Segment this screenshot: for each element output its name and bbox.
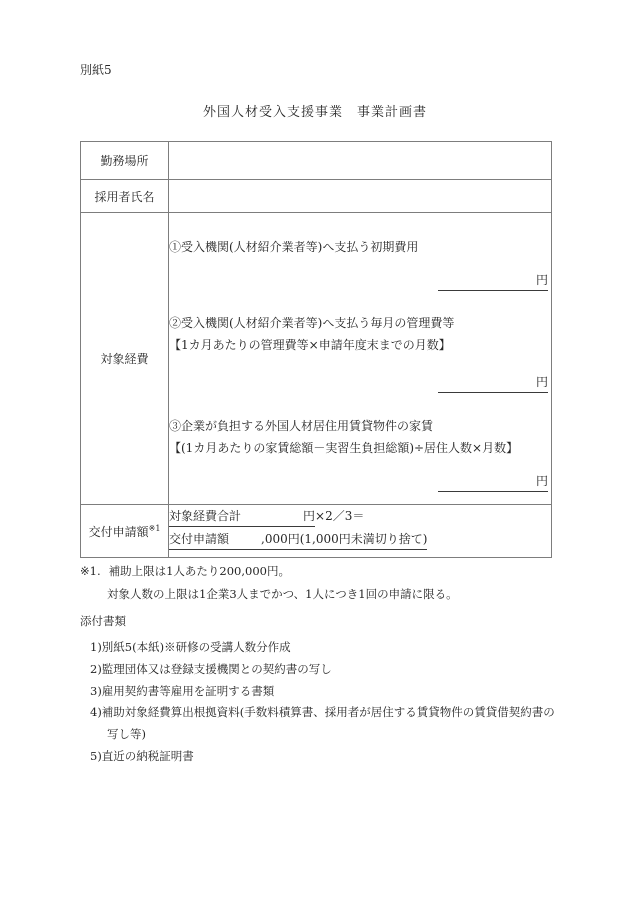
attachments-list [90, 637, 562, 768]
expense-item1-amount-row [169, 272, 548, 291]
expense-item3-formula: 【(1カ月あたりの家賃総額－実習生負担総額)÷居住人数×月数】 [169, 441, 519, 455]
business-plan-form-table [80, 141, 552, 558]
hiree-name-label: 採用者氏名 [81, 180, 169, 213]
appendix-number-label: 別紙5 [80, 63, 112, 77]
target-expenses-row [81, 213, 552, 505]
grant-request-amount-suffix: ,000円(1,000円未満切り捨て) [261, 532, 428, 546]
expense-item2-yen-unit: 円 [535, 375, 548, 389]
expense-item3-heading: ③企業が負担する外国人材居住用賃貸物件の家賃 [169, 419, 434, 433]
workplace-row [81, 142, 552, 180]
workplace-label: 勤務場所 [81, 142, 169, 180]
grant-total-expenses-label: 対象経費合計 [169, 509, 242, 523]
hiree-name-row [81, 180, 552, 213]
footnote-marker: ※1. [80, 564, 101, 578]
grant-amount-label-text: 交付申請額 [88, 524, 149, 539]
expense-item1-amount-blank[interactable] [438, 283, 534, 284]
expense-item1-heading: ①受入機関(人材紹介業者等)へ支払う初期費用 [169, 240, 419, 254]
attachments-section [80, 611, 562, 768]
attachments-heading: 添付書類 [80, 614, 126, 628]
grant-request-amount-label: 交付申請額 [169, 532, 230, 546]
expense-item2-formula: 【1カ月あたりの管理費等×申請年度末までの月数】 [169, 338, 451, 352]
footnote-line-1 [80, 560, 458, 583]
expense-item3-amount-row [169, 473, 548, 492]
hiree-name-value-cell[interactable] [169, 180, 552, 213]
expense-item3-yen-unit: 円 [535, 474, 548, 488]
grant-amount-content-cell [169, 505, 552, 558]
expense-item2-heading: ②受入機関(人材紹介業者等)へ支払う毎月の管理費等 [169, 316, 455, 330]
attachment-item: 1)別紙5(本紙)※研修の受講人数分作成 [90, 640, 291, 654]
expense-item2-amount-blank[interactable] [438, 385, 534, 386]
grant-request-amount-line [169, 528, 551, 551]
document-title: 外国人材受入支援事業 事業計画書 [202, 105, 427, 120]
target-expenses-content-cell [169, 213, 552, 505]
grant-amount-label [81, 505, 169, 558]
expense-item2-amount-row [169, 374, 548, 393]
footnote-block [80, 560, 458, 606]
attachment-item: 5)直近の納税証明書 [90, 748, 194, 763]
grant-calculation-suffix: ×2／3＝ [315, 509, 365, 523]
grant-total-yen-unit: 円 [303, 509, 316, 523]
grant-total-expenses-blank[interactable] [241, 519, 303, 520]
expense-item1-yen-unit: 円 [535, 273, 548, 287]
target-expenses-label: 対象経費 [81, 213, 169, 505]
attachment-item: 2)監理団体又は登録支援機関との契約書の写し [90, 661, 332, 676]
expense-item3-amount-blank[interactable] [438, 484, 534, 485]
attachment-item: 3)雇用契約書等雇用を証明する書類 [90, 683, 275, 698]
footnote-line-2: 対象人数の上限は1企業3人までかつ、1人につき1回の申請に限る。 [107, 587, 458, 601]
grant-total-expenses-line [169, 505, 551, 528]
footnote-line-1-text: 補助上限は1人あたり200,000円。 [108, 564, 290, 578]
grant-request-amount-blank[interactable] [229, 542, 261, 543]
footnote-reference-mark: ※1 [148, 523, 161, 533]
grant-application-amount-row [81, 505, 552, 558]
workplace-value-cell[interactable] [169, 142, 552, 180]
attachment-item: 4)補助対象経費算出根拠資料(手数料積算書、採用者が居住する賃貸物件の賃貸借契約書の写し等) [90, 705, 555, 742]
